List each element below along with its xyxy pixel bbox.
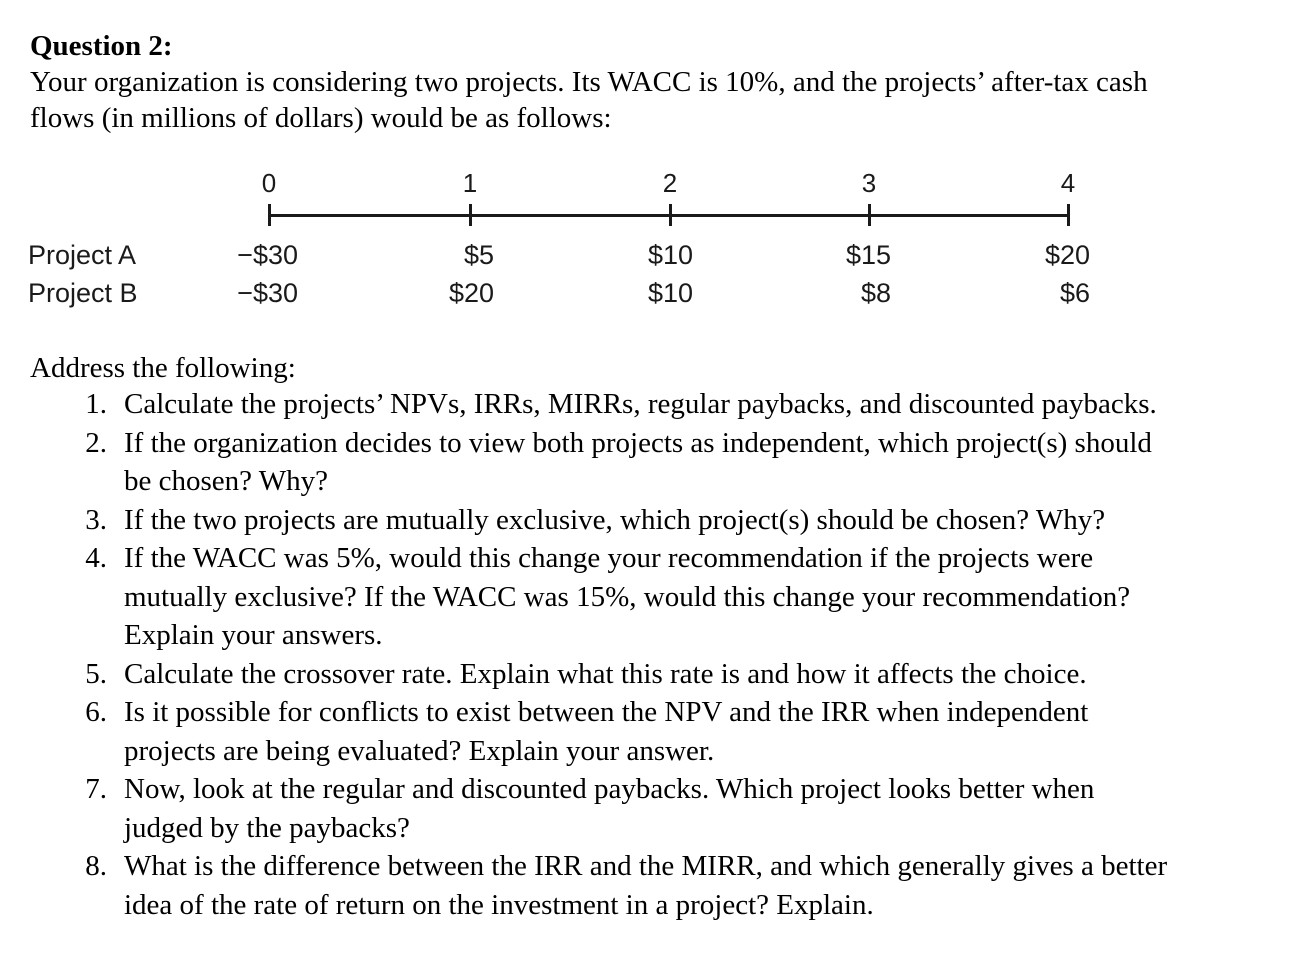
question-line: Calculate the crossover rate. Explain what this rate is and how it affects the choice. (124, 657, 1087, 690)
question-text (124, 501, 1301, 540)
project-a-cf-0: −$30 (237, 240, 298, 270)
project-a-cf-3: $15 (845, 240, 891, 270)
question-item (0, 539, 1301, 655)
question-item (0, 424, 1301, 501)
question-item (0, 693, 1301, 770)
question-line: mutually exclusive? If the WACC was 15%, would this change your recommendation? (124, 580, 1131, 613)
question-text (124, 770, 1301, 847)
period-label: 3 (861, 168, 877, 198)
address-label: Address the following: (30, 352, 296, 384)
question-item (0, 770, 1301, 847)
project-a-cf-4: $20 (1044, 240, 1090, 270)
question-number: 2. (85, 426, 107, 459)
project-b-cf-4: $6 (1059, 278, 1090, 308)
question-line: Now, look at the regular and discounted paybacks. Which project looks better when (124, 773, 1095, 805)
period-label: 2 (662, 168, 678, 198)
question-list (0, 385, 1301, 924)
cash-flow-timeline (0, 160, 1301, 320)
question-line: Explain your answers. (124, 619, 383, 651)
question-number: 1. (85, 388, 107, 420)
question-line: be chosen? Why? (124, 465, 328, 497)
question-number: 8. (85, 850, 107, 882)
timeline-tick (268, 204, 271, 226)
question-number: 6. (85, 696, 107, 728)
project-b-cf-0: −$30 (237, 278, 298, 308)
period-label: 1 (462, 168, 478, 198)
intro-paragraph (30, 64, 1280, 136)
question-text (124, 693, 1301, 770)
question-item (0, 655, 1301, 694)
period-label: 0 (261, 168, 277, 198)
question-line: projects are being evaluated? Explain your answer. (124, 734, 715, 767)
timeline-tick (669, 204, 672, 226)
question-text (124, 655, 1301, 694)
timeline-tick (1067, 204, 1070, 226)
question-line: If the two projects are mutually exclusive, which project(s) should be chosen? Why? (124, 503, 1106, 536)
question-line: If the WACC was 5%, would this change your recommendation if the projects were (124, 542, 1094, 574)
question-heading: Question 2: (30, 30, 173, 62)
timeline-tick (469, 204, 472, 226)
question-text (124, 539, 1301, 655)
question-text (124, 847, 1301, 924)
timeline-tick (868, 204, 871, 226)
question-number: 7. (85, 773, 107, 805)
question-number: 3. (85, 503, 107, 536)
project-b-cf-1: $20 (448, 278, 494, 308)
question-line: Calculate the projects’ NPVs, IRRs, MIRRs, regular paybacks, and discounted paybacks. (124, 388, 1157, 420)
intro-line: flows (in millions of dollars) would be as follows: (30, 102, 612, 134)
project-a-cf-2: $10 (647, 240, 693, 270)
question-line: idea of the rate of return on the investment in a project? Explain. (124, 888, 874, 921)
project-b-label: Project B (28, 278, 138, 308)
question-line: What is the difference between the IRR and the MIRR, and which generally gives a better (124, 850, 1168, 882)
question-number: 4. (85, 542, 107, 574)
project-a-cf-1: $5 (463, 240, 494, 270)
project-a-label: Project A (28, 240, 137, 270)
question-line: Is it possible for conflicts to exist between the NPV and the IRR when independent (124, 696, 1089, 728)
question-item (0, 501, 1301, 540)
project-b-cf-3: $8 (860, 278, 891, 308)
question-text (124, 385, 1301, 424)
question-line: judged by the paybacks? (124, 811, 410, 844)
intro-line: Your organization is considering two projects. Its WACC is 10%, and the projects’ after-tax cash (30, 66, 1148, 98)
project-b-cf-2: $10 (647, 278, 693, 308)
question-item (0, 847, 1301, 924)
question-line: If the organization decides to view both projects as independent, which project(s) should (124, 426, 1152, 459)
question-number: 5. (85, 657, 107, 690)
question-text (124, 424, 1301, 501)
period-label: 4 (1060, 168, 1076, 198)
question-item (0, 385, 1301, 424)
